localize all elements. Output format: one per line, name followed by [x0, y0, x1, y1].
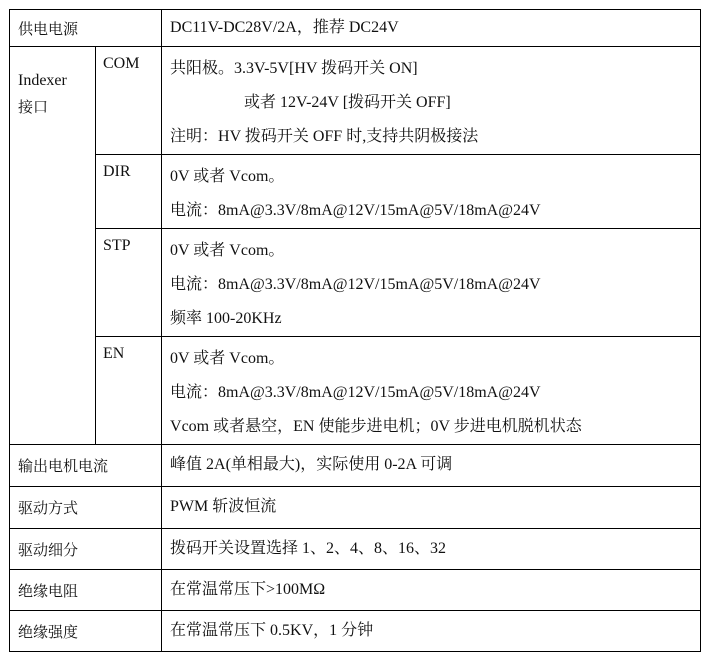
dir-line-2: 电流：8mA@3.3V/8mA@12V/15mA@5V/18mA@24V — [170, 202, 541, 219]
dir-label: DIR — [96, 155, 162, 229]
row-indexer-en — [10, 337, 701, 445]
en-line-3: Vcom 或者悬空，EN 使能步进电机；0V 步进电机脱机状态 — [170, 418, 582, 435]
spec-sheet — [9, 9, 700, 652]
dir-cell — [162, 155, 701, 229]
stp-line-1: 0V 或者 Vcom。 — [170, 242, 285, 259]
spec-table — [9, 9, 701, 652]
row-output-current — [10, 445, 701, 487]
com-line-3: 注明：HV 拨码开关 OFF 时,支持共阴极接法 — [170, 128, 479, 145]
en-line-2: 电流：8mA@3.3V/8mA@12V/15mA@5V/18mA@24V — [170, 384, 541, 401]
row-indexer-dir — [10, 155, 701, 229]
insulation-resistance-label: 绝缘电阻 — [10, 570, 162, 611]
com-cell — [162, 47, 701, 155]
com-line-2: 或者 12V-24V [拨码开关 OFF] — [244, 94, 451, 111]
dir-line-1: 0V 或者 Vcom。 — [170, 168, 285, 185]
stp-label: STP — [96, 229, 162, 337]
com-label: COM — [96, 47, 162, 155]
en-label: EN — [96, 337, 162, 445]
drive-mode-label: 驱动方式 — [10, 487, 162, 529]
indexer-label-line2: 接口 — [18, 98, 49, 116]
indexer-label-line1: Indexer — [18, 72, 67, 89]
row-indexer-stp — [10, 229, 701, 337]
power-supply-label: 供电电源 — [10, 10, 162, 47]
insulation-strength-label: 绝缘强度 — [10, 611, 162, 652]
row-drive-mode — [10, 487, 701, 529]
stp-line-3: 频率 100-20KHz — [170, 310, 282, 327]
en-line-1: 0V 或者 Vcom。 — [170, 350, 285, 367]
row-power-supply — [10, 10, 701, 47]
insulation-resistance-value: 在常温常压下>100MΩ — [170, 581, 326, 598]
en-cell — [162, 337, 701, 445]
row-indexer-com — [10, 47, 701, 155]
microstep-label: 驱动细分 — [10, 529, 162, 570]
insulation-strength-value: 在常温常压下 0.5KV，1 分钟 — [170, 622, 374, 639]
row-insulation-resistance — [10, 570, 701, 611]
output-current-value: 峰值 2A(单相最大)，实际使用 0-2A 可调 — [170, 456, 453, 473]
power-supply-value: DC11V-DC28V/2A，推荐 DC24V — [170, 19, 399, 36]
stp-cell — [162, 229, 701, 337]
output-current-label: 输出电机电流 — [10, 445, 162, 487]
row-microstep — [10, 529, 701, 570]
microstep-value: 拨码开关设置选择 1、2、4、8、16、32 — [170, 540, 447, 557]
com-line-1: 共阳极。3.3V-5V[HV 拨码开关 ON] — [170, 60, 418, 77]
stp-line-2: 电流：8mA@3.3V/8mA@12V/15mA@5V/18mA@24V — [170, 276, 541, 293]
drive-mode-value: PWM 斩波恒流 — [170, 498, 277, 515]
row-insulation-strength — [10, 611, 701, 652]
indexer-label — [10, 47, 96, 445]
